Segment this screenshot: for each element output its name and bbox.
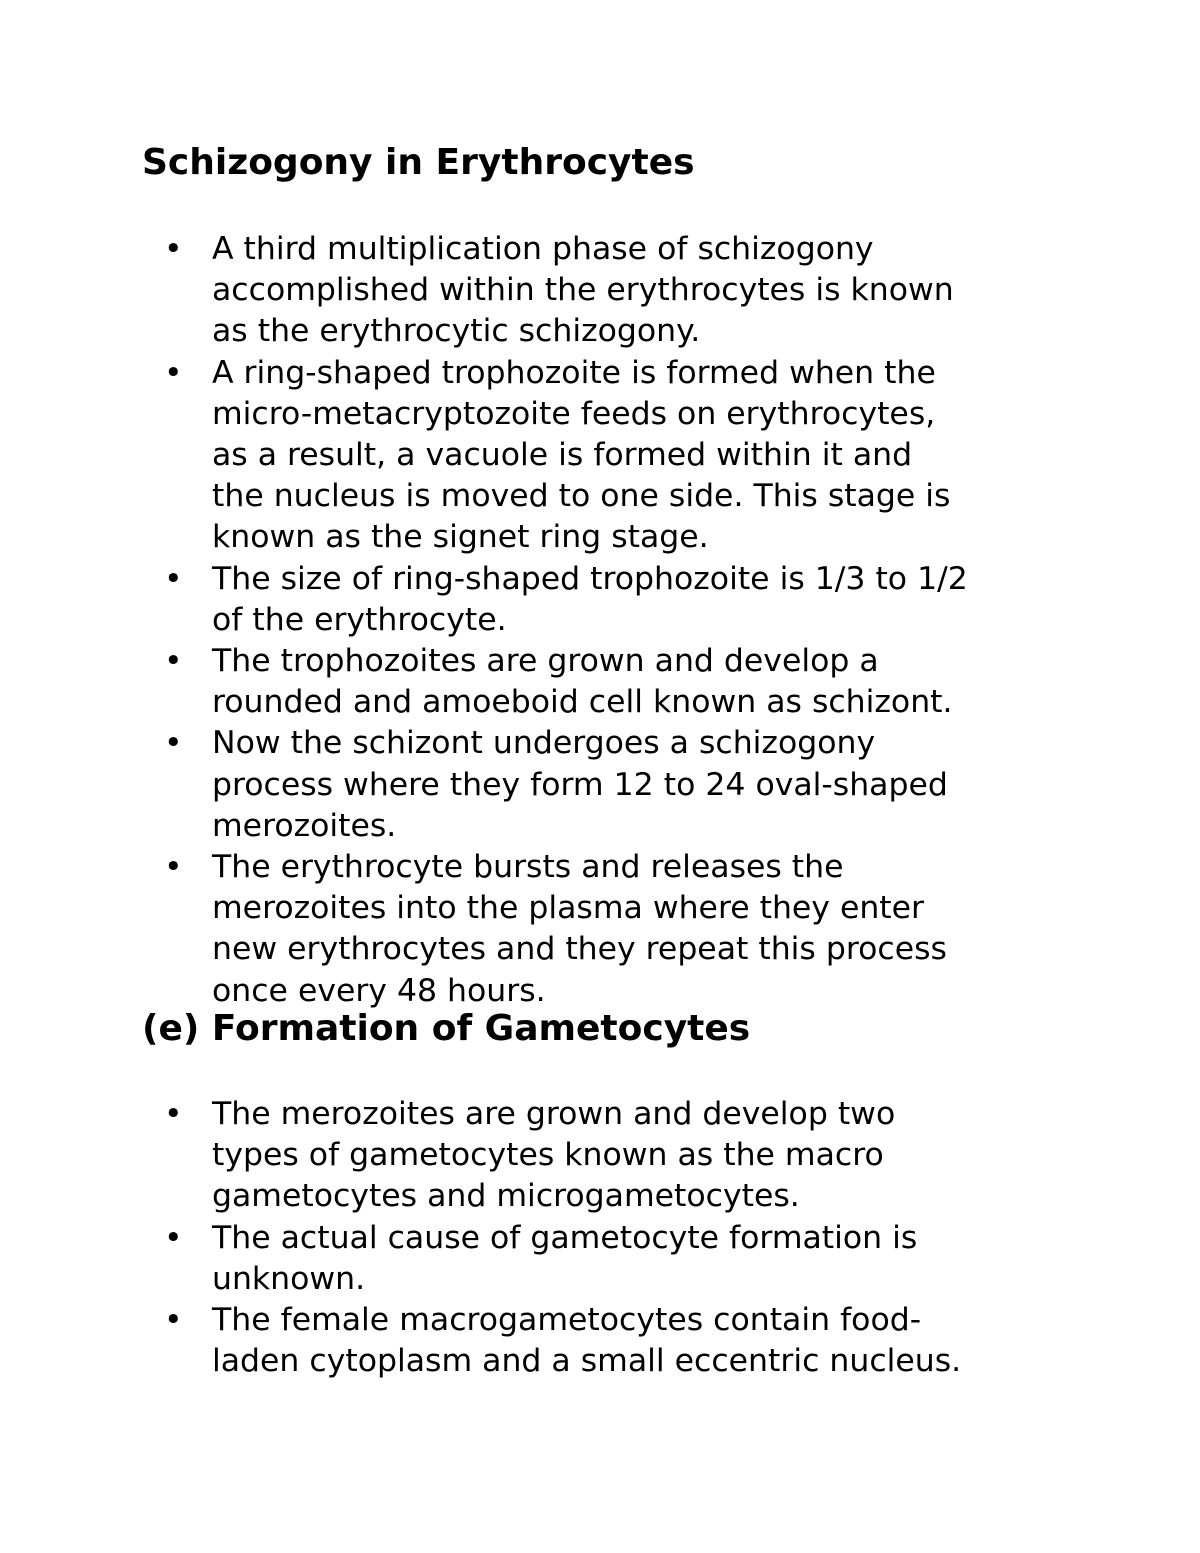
list-item-text: The actual cause of gametocyte formation is unknown. xyxy=(212,1219,918,1297)
list-item xyxy=(0,1300,1072,1382)
bullet-icon: • xyxy=(164,1096,183,1132)
bullet-list-gametocytes xyxy=(0,1094,1200,1382)
list-item xyxy=(0,1094,1072,1218)
list-item xyxy=(0,1218,1072,1300)
section-heading-schizogony: Schizogony in Erythrocytes xyxy=(142,142,695,183)
bullet-icon: • xyxy=(164,643,183,680)
bullet-list-schizogony xyxy=(0,229,1200,1012)
bullet-icon: • xyxy=(164,1302,183,1339)
list-item-text: The female macrogametocytes contain food- laden cytoplasm and a small eccentric nucleus. xyxy=(212,1302,962,1380)
bullet-icon: • xyxy=(164,231,183,267)
list-item-text: A ring-shaped trophozoite is formed when the micro-metacryptozoite feeds on erythrocytes, as a result, a vacuole is formed within it and the nucleus is moved to one side. This stage is known as the signet ring stage. xyxy=(212,354,951,556)
bullet-icon: • xyxy=(164,560,183,597)
list-item xyxy=(0,723,1072,847)
list-item-text: Now the schizont undergoes a schizogony process where they form 12 to 24 oval-shaped merozoites. xyxy=(212,725,948,844)
list-item xyxy=(0,353,1072,559)
list-item-text: The merozoites are grown and develop two types of gametocytes known as the macro gametocytes and microgametocytes. xyxy=(212,1096,896,1215)
section-heading-gametocytes: (e) Formation of Gametocytes xyxy=(142,1008,751,1049)
list-item-text: The erythrocyte bursts and releases the merozoites into the plasma where they enter new erythrocytes and they repeat this process once every 48 hours. xyxy=(212,849,947,1009)
bullet-icon: • xyxy=(164,725,183,762)
list-item xyxy=(0,559,1072,641)
list-item-text: The trophozoites are grown and develop a rounded and amoeboid cell known as schizont. xyxy=(212,643,953,721)
list-item xyxy=(0,641,1072,723)
list-item xyxy=(0,847,1072,1012)
list-item xyxy=(0,229,1072,353)
bullet-icon: • xyxy=(164,354,183,391)
list-item-text: The size of ring-shaped trophozoite is 1/3 to 1/2 of the erythrocyte. xyxy=(212,560,968,638)
bullet-icon: • xyxy=(164,849,183,886)
bullet-icon: • xyxy=(164,1219,183,1256)
list-item-text: A third multiplication phase of schizogony accomplished within the erythrocytes is known as the erythrocytic schizogony. xyxy=(212,231,954,350)
